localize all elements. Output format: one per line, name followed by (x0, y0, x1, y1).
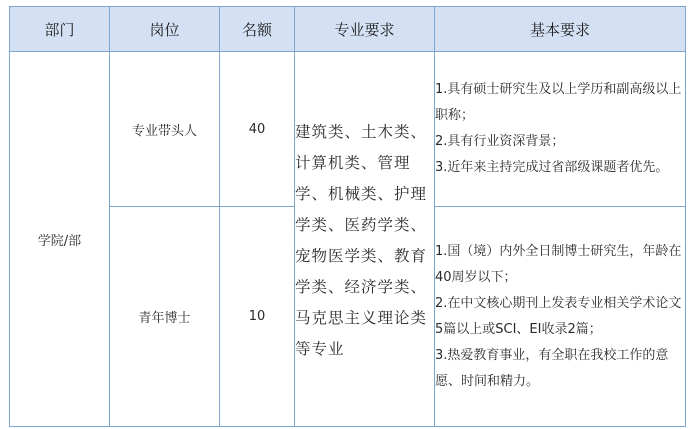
department-cell: 学院/部 (10, 52, 110, 427)
quota-cell: 40 (220, 52, 295, 207)
header-quota: 名额 (220, 7, 295, 52)
basic-requirement-cell (435, 52, 686, 207)
requirement-item: 1.具有硕士研究生及以上学历和副高级以上职称； (435, 82, 682, 123)
header-row (10, 7, 686, 52)
header-position: 岗位 (110, 7, 220, 52)
requirement-item: 3.热爱教育事业，有全职在我校工作的意愿、时间和精力。 (435, 347, 669, 389)
table-row (10, 52, 686, 207)
header-basic-requirement: 基本要求 (435, 7, 686, 52)
quota-cell: 10 (220, 207, 295, 427)
requirement-item: 3.近年来主持完成过省部级课题者优先。 (435, 160, 669, 175)
position-cell: 专业带头人 (110, 52, 220, 207)
requirement-item: 2.具有行业资深背景； (435, 134, 565, 149)
requirement-item: 2.在中文核心期刊上发表专业相关学术论文5篇以上或SCI、EI收录2篇； (435, 295, 682, 337)
recruitment-table (9, 6, 686, 427)
position-cell: 青年博士 (110, 207, 220, 427)
header-major-requirement: 专业要求 (295, 7, 435, 52)
requirement-item: 1.国（境）内外全日制博士研究生，年龄在40周岁以下； (435, 243, 682, 285)
major-requirement-cell (295, 52, 435, 427)
basic-requirement-cell (435, 207, 686, 427)
major-requirement-text: 建筑类、土木类、计算机类、管理学、机械类、护理学类、医药学类、宠物医学类、教育学类、经济学类、马克思主义理论类等专业 (295, 123, 428, 358)
header-department: 部门 (10, 7, 110, 52)
